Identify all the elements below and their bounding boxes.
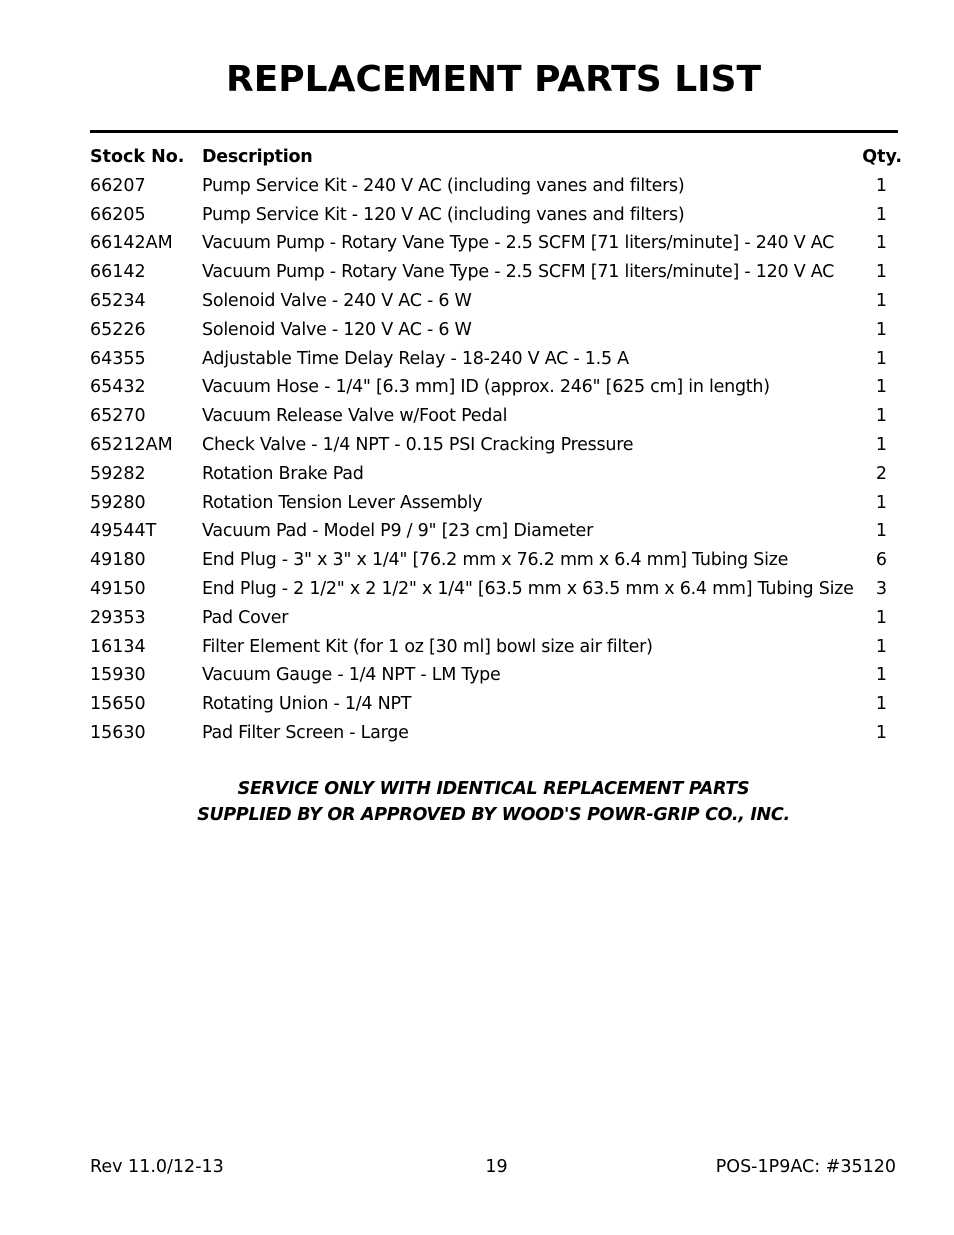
stock-no-cell: 49150 <box>90 578 146 599</box>
table-row <box>90 633 902 662</box>
stock-no-cell: 66205 <box>90 204 146 225</box>
qty-cell: 1 <box>875 204 887 225</box>
table-header-row <box>90 143 902 172</box>
table-row <box>90 719 902 748</box>
table-row <box>90 546 902 575</box>
description-cell: Vacuum Pump - Rotary Vane Type - 2.5 SCFM [71 liters/minute] - 120 V AC <box>202 262 835 283</box>
table-row <box>90 258 902 287</box>
parts-table <box>90 143 902 748</box>
description-cell: Pad Cover <box>202 607 289 628</box>
table-row <box>90 229 902 258</box>
description-cell: Pad Filter Screen - Large <box>202 722 409 743</box>
table-row <box>90 489 902 518</box>
table-row <box>90 373 902 402</box>
stock-no-cell: 66207 <box>90 175 146 196</box>
table-row <box>90 661 902 690</box>
description-cell: Vacuum Pump - Rotary Vane Type - 2.5 SCFM [71 liters/minute] - 240 V AC <box>202 233 835 254</box>
table-row <box>90 517 902 546</box>
qty-cell: 1 <box>875 694 887 715</box>
qty-cell: 1 <box>875 434 887 455</box>
stock-no-cell: 29353 <box>90 607 146 628</box>
stock-no-cell: 66142AM <box>90 233 173 254</box>
qty-cell: 1 <box>875 665 887 686</box>
qty-cell: 3 <box>875 578 887 599</box>
title-divider <box>90 130 898 133</box>
stock-no-cell: 65432 <box>90 377 146 398</box>
description-cell: Rotation Brake Pad <box>202 463 364 484</box>
stock-no-cell: 65234 <box>90 290 146 311</box>
stock-no-cell: 59280 <box>90 492 146 513</box>
qty-cell: 2 <box>875 463 887 484</box>
description-cell: Check Valve - 1/4 NPT - 0.15 PSI Cracking Pressure <box>202 434 634 455</box>
description-cell: Vacuum Hose - 1/4" [6.3 mm] ID (approx. 246" [625 cm] in length) <box>202 377 770 398</box>
header-stock-no: Stock No. <box>90 147 185 167</box>
stock-no-cell: 59282 <box>90 463 146 484</box>
qty-cell: 1 <box>875 492 887 513</box>
description-cell: Vacuum Pad - Model P9 / 9" [23 cm] Diameter <box>202 521 594 542</box>
qty-cell: 1 <box>875 175 887 196</box>
table-row <box>90 172 902 201</box>
description-cell: End Plug - 3" x 3" x 1/4" [76.2 mm x 76.2 mm x 6.4 mm] Tubing Size <box>202 550 789 571</box>
footer-page-number: 19 <box>485 1157 508 1177</box>
table-row <box>90 402 902 431</box>
table-row <box>90 431 902 460</box>
stock-no-cell: 16134 <box>90 636 146 657</box>
stock-no-cell: 65226 <box>90 319 146 340</box>
table-body <box>90 172 902 748</box>
qty-cell: 1 <box>875 406 887 427</box>
table-row <box>90 460 902 489</box>
table-row <box>90 575 902 604</box>
stock-no-cell: 49180 <box>90 550 146 571</box>
qty-cell: 1 <box>875 377 887 398</box>
footer-revision: Rev 11.0/12-13 <box>90 1157 224 1177</box>
qty-cell: 1 <box>875 319 887 340</box>
service-notice-line-2: SUPPLIED BY OR APPROVED BY WOOD'S POWR-GRIP CO., INC. <box>197 805 790 825</box>
table-row <box>90 287 902 316</box>
description-cell: Filter Element Kit (for 1 oz [30 ml] bowl size air filter) <box>202 636 653 657</box>
header-qty: Qty. <box>862 147 902 167</box>
stock-no-cell: 15630 <box>90 722 146 743</box>
qty-cell: 1 <box>875 348 887 369</box>
stock-no-cell: 65212AM <box>90 434 173 455</box>
qty-cell: 1 <box>875 233 887 254</box>
footer-document-id: POS-1P9AC: #35120 <box>715 1157 896 1177</box>
table-row <box>90 690 902 719</box>
description-cell: Solenoid Valve - 120 V AC - 6 W <box>202 319 472 340</box>
description-cell: Pump Service Kit - 120 V AC (including vanes and filters) <box>202 204 685 225</box>
description-cell: Vacuum Gauge - 1/4 NPT - LM Type <box>202 665 501 686</box>
qty-cell: 1 <box>875 636 887 657</box>
description-cell: Vacuum Release Valve w/Foot Pedal <box>202 406 508 427</box>
description-cell: Adjustable Time Delay Relay - 18-240 V AC - 1.5 A <box>202 348 629 369</box>
stock-no-cell: 49544T <box>90 521 157 542</box>
page-title: REPLACEMENT PARTS LIST <box>225 59 762 100</box>
qty-cell: 1 <box>875 290 887 311</box>
description-cell: Pump Service Kit - 240 V AC (including vanes and filters) <box>202 175 685 196</box>
description-cell: Rotating Union - 1/4 NPT <box>202 694 412 715</box>
stock-no-cell: 64355 <box>90 348 146 369</box>
qty-cell: 6 <box>875 550 887 571</box>
service-notice-line-1: SERVICE ONLY WITH IDENTICAL REPLACEMENT PARTS <box>237 779 750 799</box>
qty-cell: 1 <box>875 262 887 283</box>
header-description: Description <box>202 147 313 167</box>
description-cell: Solenoid Valve - 240 V AC - 6 W <box>202 290 472 311</box>
stock-no-cell: 65270 <box>90 406 146 427</box>
qty-cell: 1 <box>875 722 887 743</box>
description-cell: Rotation Tension Lever Assembly <box>202 492 483 513</box>
table-row <box>90 604 902 633</box>
stock-no-cell: 15650 <box>90 694 146 715</box>
qty-cell: 1 <box>875 521 887 542</box>
description-cell: End Plug - 2 1/2" x 2 1/2" x 1/4" [63.5 mm x 63.5 mm x 6.4 mm] Tubing Size <box>202 578 854 599</box>
stock-no-cell: 15930 <box>90 665 146 686</box>
qty-cell: 1 <box>875 607 887 628</box>
table-row <box>90 345 902 374</box>
table-row <box>90 201 902 230</box>
table-row <box>90 316 902 345</box>
stock-no-cell: 66142 <box>90 262 146 283</box>
